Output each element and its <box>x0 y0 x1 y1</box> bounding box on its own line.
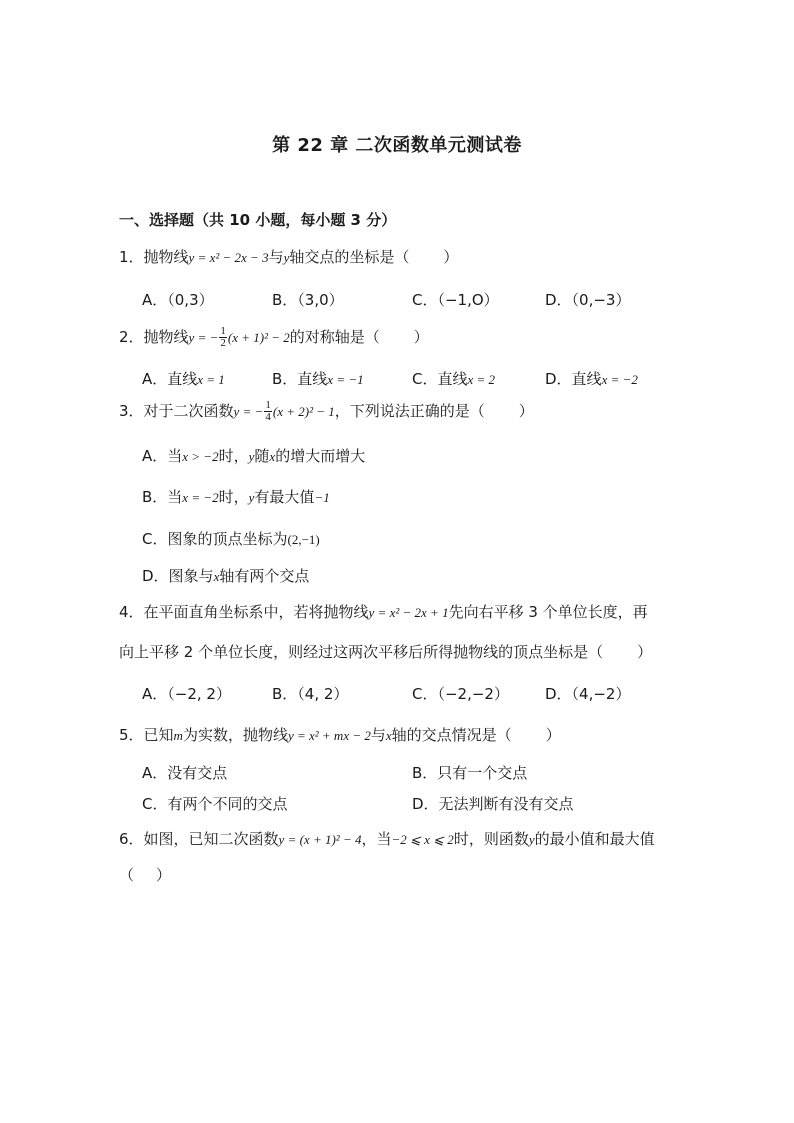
q2-option-b[interactable]: B．直线x = −1 <box>272 370 364 388</box>
question-4-line-2: 向上平移 2 个单位长度，则经过这两次平移后所得抛物线的顶点坐标是（ ） <box>119 643 653 661</box>
q5-option-b[interactable]: B．只有一个交点 <box>412 764 528 782</box>
page-title: 第 22 章 二次函数单元测试卷 <box>272 135 522 156</box>
q3-fraction: $\frac{1}{4}$ <box>265 399 271 423</box>
question-1: 1．抛物线y = x² − 2x − 3与y轴交点的坐标是（ ） <box>119 248 459 266</box>
q1-text: 1．抛物线 <box>119 248 189 266</box>
q1-option-c[interactable]: C．（−1,O） <box>412 291 499 309</box>
question-6-line-1: 6．如图，已知二次函数y = (x + 1)² − 4，当−2 ⩽ x ⩽ 2时，则函数y的最小值和最大值 <box>119 830 655 848</box>
q1-expression: y = x² − 2x − 3 <box>188 250 269 265</box>
q4-option-d[interactable]: D．（4,−2） <box>545 685 631 703</box>
q1-option-b[interactable]: B．（3,0） <box>272 291 344 309</box>
q2-option-d[interactable]: D．直线x = −2 <box>545 370 638 388</box>
q5-option-c[interactable]: C．有两个不同的交点 <box>142 795 288 813</box>
question-2: 2．抛物线y = − $\frac{1}{2}$ (x + 1)² − 2的对称轴是（ ） <box>119 325 429 349</box>
q1-option-a[interactable]: A．（0,3） <box>142 291 214 309</box>
q2-option-a[interactable]: A．直线x = 1 <box>142 370 225 388</box>
q4-option-c[interactable]: C．（−2,−2） <box>412 685 509 703</box>
question-6-line-2: （ ） <box>119 866 172 884</box>
q5-option-a[interactable]: A．没有交点 <box>142 764 228 782</box>
question-3: 3．对于二次函数y = − $\frac{1}{4}$ (x + 2)² − 1，下列说法正确的是（ ） <box>119 399 534 423</box>
q1-option-d[interactable]: D．（0,−3） <box>545 291 631 309</box>
q2-fraction: $\frac{1}{2}$ <box>220 325 226 349</box>
question-4-line-1: 4．在平面直角坐标系中，若将抛物线y = x² − 2x + 1先向右平移 3 个单位长度，再 <box>119 603 648 621</box>
section-heading: 一、选择题（共 10 小题，每小题 3 分） <box>119 211 397 229</box>
question-5: 5．已知m为实数，抛物线y = x² + mx − 2与x轴的交点情况是（ ） <box>119 726 561 744</box>
q5-option-d[interactable]: D．无法判断有没有交点 <box>412 795 574 813</box>
q3-option-a[interactable]: A．当x > −2时，y随x的增大而增大 <box>142 447 366 465</box>
q3-option-b[interactable]: B．当x = −2时，y有最大值−1 <box>142 488 330 506</box>
q2-option-c[interactable]: C．直线x = 2 <box>412 370 496 388</box>
q3-option-d[interactable]: D．图象与x轴有两个交点 <box>142 567 310 585</box>
q4-option-a[interactable]: A．（−2, 2） <box>142 685 231 703</box>
q3-option-c[interactable]: C．图象的顶点坐标为(2,−1) <box>142 530 320 548</box>
q4-option-b[interactable]: B．（4, 2） <box>272 685 349 703</box>
